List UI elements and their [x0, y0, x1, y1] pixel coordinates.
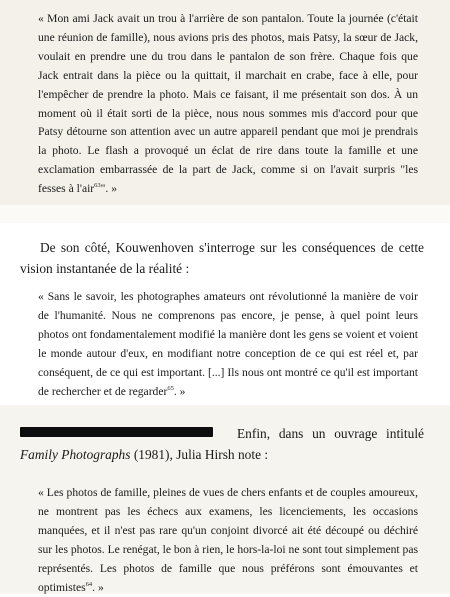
paragraph-kouwenhoven: De son côté, Kouwenhoven s'interroge sur les conséquences de cette vision instantanée de la réalité :	[20, 240, 424, 276]
paragraph-lead: Enfin, dans un ouvrage intitulé	[237, 426, 424, 441]
redaction-bar	[20, 427, 213, 437]
footnote-ref: 63	[94, 182, 101, 190]
paragraph-rest: (1981), Julia Hirsh note :	[130, 447, 269, 462]
quote-text: « Les photos de famille, pleines de vues de chers enfants et de couples amoureux, ne montrent pas les échecs aux examens, les licenciements, les occasions manquées, et il n'est pas rare qu'un conjoint divorcé ait été découpé ou déchiré sur les photos. Le renégat, le bon à rien, le hors-la-loi ne sont tout simplement pas représentés. Les photos de famille que nous préférons sont émouvantes et optimistes	[38, 486, 418, 594]
paragraph-hirsh	[20, 423, 424, 465]
block-quote-jack	[38, 10, 418, 199]
quote-close: ". »	[100, 182, 117, 196]
quote-close: . »	[173, 384, 186, 398]
footnote-ref: 65	[167, 384, 174, 392]
quote-text: « Sans le savoir, les photographes amateurs ont révolutionné la manière de voir de l'humanité. Nous ne comprenons pas encore, je pense, à quel point leurs photos ont fondamentalement modifié la manière dont les gens se voient et voient le monde autour d'eux, en modifiant notre conception de ce qui est réel et, par conséquent, de ce qui est important. [...] Ils nous ont montré ce qu'il est important de rechercher et de regarder	[38, 290, 418, 398]
quote-text: « Mon ami Jack avait un trou à l'arrière de son pantalon. Toute la journée (c'était une réunion de famille), nous avions pris des photos, mais Patsy, la sœur de Jack, voulait en prendre une du trou dans le pantalon de son frère. Chaque fois que Jack entrait dans la pièce ou la quittait, il marchait en crabe, face à elle, pour l'empêcher de prendre la photo. Mais ce faisant, il me présentait son dos. À un moment où il était sorti de la pièce, nous nous sommes mis d'accord pour que Patsy détourne son attention avec un autre appareil pendant que moi je prendrais la photo. Le flash a provoqué un éclat de rire dans toute la famille et une exclamation embarrassée de la part de Jack, comme si on l'avait surpris "les fesses à l'air	[38, 12, 418, 196]
block-quote-kouwenhoven	[38, 288, 418, 401]
quote-close: . »	[92, 580, 104, 594]
footnote-ref: 64	[85, 580, 93, 588]
scan-region-gap	[0, 205, 450, 223]
book-title: Family Photographs	[20, 447, 131, 462]
block-quote-hirsh	[38, 484, 418, 597]
